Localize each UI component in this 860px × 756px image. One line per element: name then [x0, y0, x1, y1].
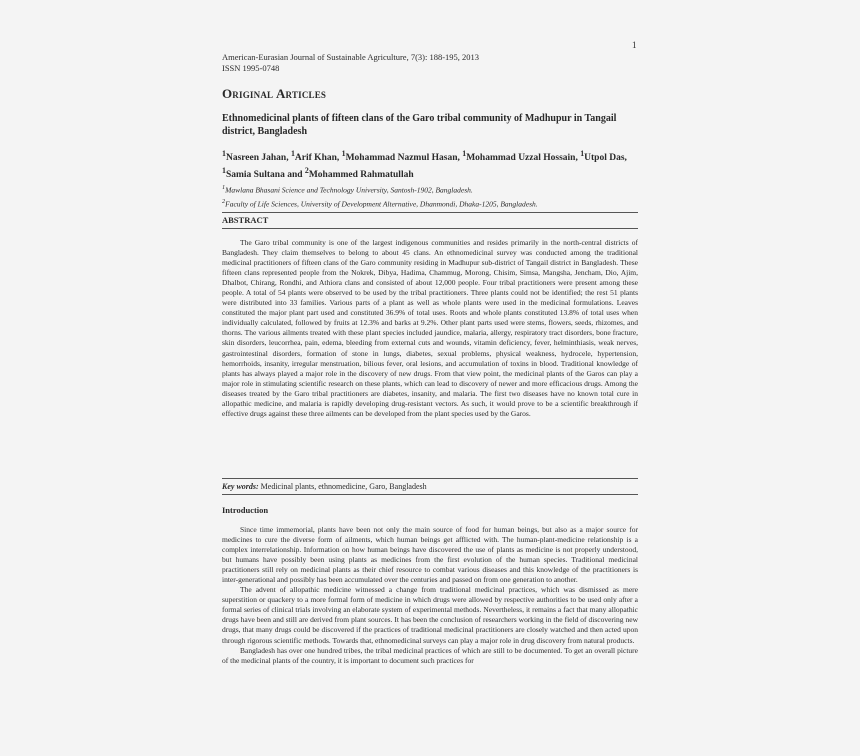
abstract-heading-rule: [222, 228, 638, 229]
issn: ISSN 1995-0748: [222, 63, 280, 73]
author-name: Mohammad Nazmul Hasan,: [345, 153, 463, 164]
introduction-paragraph: The advent of allopathic medicine witnessed a change from traditional medicinal practices, which was dismissed as mere superstition or quackery to a more formal form of medicine in which drugs were allowed by respective authorities to be used only after a formal series of clinical trials involving an elaborate system of experimental methods. Nevertheless, it remains a fact that many allopathic drugs have been and still are derived from plant sources. It has been the conclusion of researchers working in the field of discovering new drugs, that many drugs could be discovered if the practices of traditional medicinal practitioners are closely watched and then acted upon through rigorous scientific methods. Towards that, ethnomedicinal surveys can play a major role in drug discovery from natural products.: [222, 585, 638, 645]
affiliation-sup: 1: [222, 184, 226, 191]
author-affil-sup: 1: [580, 149, 585, 158]
abstract-text: The Garo tribal community is one of the largest indigenous communities and resides primarily in the north-central districts of Bangladesh. They claim themselves to belong to about 45 clans. An ethnomedicinal survey was conducted among the traditional medicinal practitioners of fifteen clans of the Garo community residing in Madhupur sub-district of Tangail district in Bangladesh. These fifteen clans represented people from the Nokrek, Dibya, Hadima, Chammug, Morong, Chisim, Simsa, Mangsha, Jencham, Dio, Ajim, Dhalbot, Chirang, Rondhi, and Athiora clans and consisted of about 12,000 people. Four tribal practitioners were present among these people. A total of 54 plants were observed to be used by the tribal practitioners. Three plants could not be identified; the rest 51 plants were distributed into 33 families. Various parts of a plant as well as whole plants were used in the medicinal formulations. Leaves constituted the major plant part used and constituted 36.9% of total uses. Roots and whole plants constituted 13.8% of total uses when individually calculated, followed by fruits at 12.3% and barks at 9.2%. Other plant parts used were stems, flowers, seeds, rhizomes, and thorns. The various ailments treated with these plant species included jaundice, malaria, allergy, respiratory tract disorders, bone fracture, skin disorders, leucorrhea, pain, edema, bleeding from external cuts and wounds, vitamin deficiency, fever, helminthiasis, weak nerves, gastrointestinal disorders, formation of stone in lungs, diabetes, sexual problems, physical weakness, hydrocele, hypertension, hemorrhoids, insanity, irregular menstruation, bilious fever, oral lesions, and accumulation of toxins in blood. Traditional knowledge of plants has always played a major role in the discovery of new drugs. From that view point, the medicinal plants of the Garos can play a major role in stimulating scientific research on these plants, which can lead to discovery of newer and more efficacious drugs. Among the diseases treated by the Garo tribal practitioners are diabetes, insanity, and malaria. The first two diseases have no known total cure in allopathic medicine, and malaria is rapidly developing drug-resistant vectors. As such, it would prove to be a scientific breakthrough if effective drugs against these three ailments can be developed from the plant species used by the Garos.: [222, 238, 638, 418]
page-number: 1: [632, 40, 637, 50]
author-affil-sup: 1: [290, 149, 295, 158]
introduction-body: [222, 525, 638, 666]
keywords-label: Key words:: [222, 482, 259, 491]
author-name: Arif Khan,: [294, 153, 342, 164]
introduction-paragraph: Since time immemorial, plants have been not only the main source of food for human beings, but also as a major source for medicines to cure the diverse form of ailments, which human beings get afflicted with. The human-plant-medicine relationship is a complex interrelationship. Information on how human beings have discovered the use of plants as medicine is not properly understood, but humans have possibly been using plants as medicines from the first evolution of the human species. Traditional medicinal practitioners still rely on medicinal plants as their chief resource to combat various diseases and this knowledge of the practitioners is inter-generational and possibly has been accumulated over the centuries and passed on from one generation to another.: [222, 525, 638, 585]
author-name: Mohammad Uzzal Hossain,: [466, 153, 581, 164]
affiliation-sup: 2: [222, 197, 226, 205]
author-name: Samia Sultana and: [225, 169, 305, 180]
author-affil-sup: 1: [222, 165, 226, 175]
author-affil-sup: 2: [304, 165, 309, 175]
affiliation-line: [222, 196, 638, 210]
affiliation-text: Mawlana Bhasani Science and Technology University, Santosh-1902, Bangladesh.: [225, 185, 473, 195]
keywords: [222, 482, 638, 491]
keywords-text: Medicinal plants, ethnomedicine, Garo, Bangladesh: [258, 482, 427, 491]
keywords-top-rule: [222, 478, 638, 479]
author-affil-sup: 1: [462, 149, 467, 158]
author-affil-sup: 1: [341, 149, 346, 158]
author-name: Utpol Das,: [584, 153, 627, 164]
author-name: Nasreen Jahan,: [225, 153, 291, 164]
article-title: Ethnomedicinal plants of fifteen clans of the Garo tribal community of Madhupur in Tangail district, Bangladesh: [222, 113, 617, 137]
introduction-paragraph: Bangladesh has over one hundred tribes, the tribal medicinal practices of which are still to be documented. To get an overall picture of the medicinal plants of the country, it is important to document such practices for: [222, 645, 638, 665]
journal-header: [222, 52, 479, 74]
author-name: Mohammed Rahmatullah: [308, 169, 414, 180]
affiliation-line: [222, 182, 638, 196]
introduction-heading: Introduction: [222, 505, 269, 515]
affiliations: [222, 182, 638, 209]
abstract-heading: ABSTRACT: [222, 215, 269, 225]
section-title: Original Articles: [222, 86, 327, 101]
journal-citation: American-Eurasian Journal of Sustainable Agriculture, 7(3): 188-195, 2013: [222, 52, 480, 62]
affiliation-text: Faculty of Life Sciences, University of Development Alternative, Dhanmondi, Dhaka-1205, Bangladesh.: [225, 199, 538, 208]
abstract-top-rule: [222, 212, 638, 213]
author-list: [222, 148, 638, 181]
author-affil-sup: 1: [222, 149, 226, 158]
keywords-bottom-rule: [222, 494, 638, 495]
